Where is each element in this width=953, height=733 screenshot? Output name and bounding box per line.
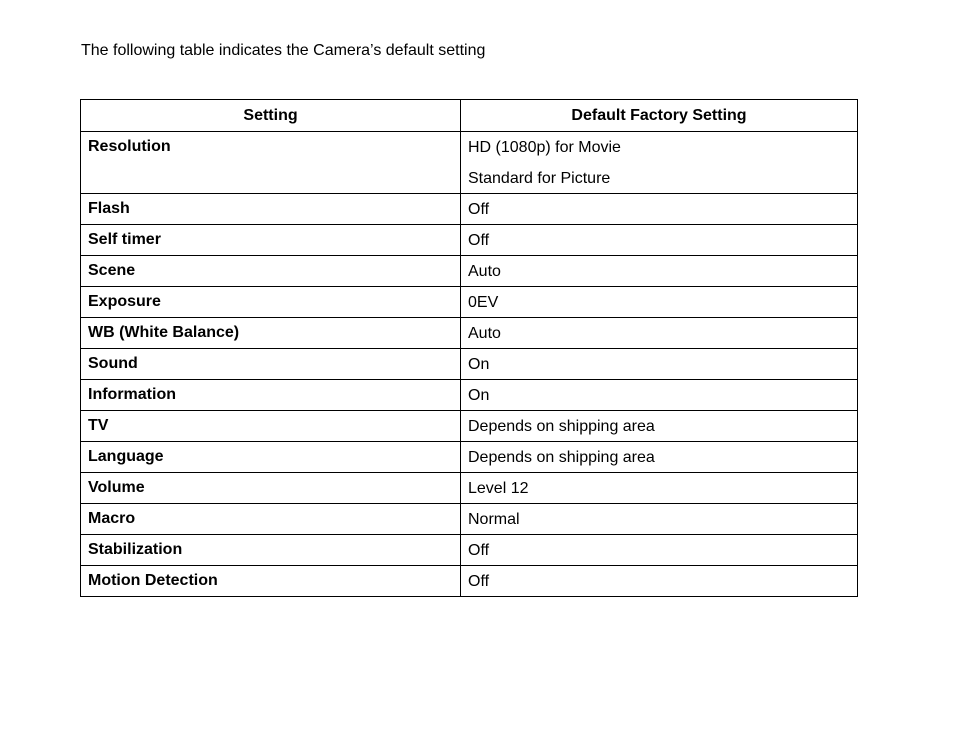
table-row bbox=[81, 318, 858, 349]
table-row bbox=[81, 194, 858, 225]
table-row bbox=[81, 132, 858, 194]
setting-value-line: Standard for Picture bbox=[468, 170, 611, 187]
setting-default-value bbox=[461, 504, 858, 535]
setting-name: Sound bbox=[81, 349, 461, 380]
setting-default-value bbox=[461, 349, 858, 380]
setting-name: Exposure bbox=[81, 287, 461, 318]
table-body bbox=[81, 132, 858, 597]
setting-value-line: Off bbox=[468, 542, 490, 559]
setting-value-line: Off bbox=[468, 201, 490, 218]
setting-value-line: On bbox=[468, 356, 490, 373]
setting-value-line: Off bbox=[468, 232, 490, 249]
setting-value-line: 0EV bbox=[468, 294, 499, 311]
table-row bbox=[81, 380, 858, 411]
intro-text: The following table indicates the Camera’s default setting bbox=[81, 42, 486, 59]
setting-value-line: Depends on shipping area bbox=[468, 418, 655, 435]
setting-name: Stabilization bbox=[81, 535, 461, 566]
setting-name: TV bbox=[81, 411, 461, 442]
setting-default-value bbox=[461, 411, 858, 442]
table-header bbox=[81, 100, 858, 132]
setting-default-value bbox=[461, 132, 858, 194]
table-row bbox=[81, 287, 858, 318]
setting-value-line: Auto bbox=[468, 263, 501, 280]
setting-value-line: Off bbox=[468, 573, 490, 590]
setting-name: Flash bbox=[81, 194, 461, 225]
table-row bbox=[81, 225, 858, 256]
setting-name: Self timer bbox=[81, 225, 461, 256]
setting-name: Motion Detection bbox=[81, 566, 461, 597]
setting-value-line: On bbox=[468, 387, 490, 404]
setting-default-value bbox=[461, 225, 858, 256]
table-header-row bbox=[81, 100, 858, 132]
setting-name: Volume bbox=[81, 473, 461, 504]
setting-default-value bbox=[461, 256, 858, 287]
column-header-setting: Setting bbox=[81, 100, 461, 132]
column-header-default: Default Factory Setting bbox=[461, 100, 858, 132]
table-row bbox=[81, 566, 858, 597]
setting-value-line: HD (1080p) for Movie bbox=[468, 139, 621, 156]
setting-value-line: Depends on shipping area bbox=[468, 449, 655, 466]
table-row bbox=[81, 442, 858, 473]
setting-default-value bbox=[461, 566, 858, 597]
setting-value-line: Auto bbox=[468, 325, 501, 342]
setting-name: Resolution bbox=[81, 132, 461, 194]
setting-name: Information bbox=[81, 380, 461, 411]
setting-default-value bbox=[461, 194, 858, 225]
table-row bbox=[81, 535, 858, 566]
setting-default-value bbox=[461, 287, 858, 318]
setting-value-line: Level 12 bbox=[468, 480, 529, 497]
setting-name: WB (White Balance) bbox=[81, 318, 461, 349]
setting-default-value bbox=[461, 473, 858, 504]
table-row bbox=[81, 349, 858, 380]
table-row bbox=[81, 256, 858, 287]
setting-default-value bbox=[461, 535, 858, 566]
setting-default-value bbox=[461, 442, 858, 473]
setting-default-value bbox=[461, 318, 858, 349]
setting-name: Language bbox=[81, 442, 461, 473]
setting-name: Macro bbox=[81, 504, 461, 535]
table-row bbox=[81, 473, 858, 504]
setting-name: Scene bbox=[81, 256, 461, 287]
setting-value-line: Normal bbox=[468, 511, 520, 528]
default-settings-table bbox=[80, 99, 858, 597]
table-row bbox=[81, 504, 858, 535]
table-row bbox=[81, 411, 858, 442]
setting-default-value bbox=[461, 380, 858, 411]
